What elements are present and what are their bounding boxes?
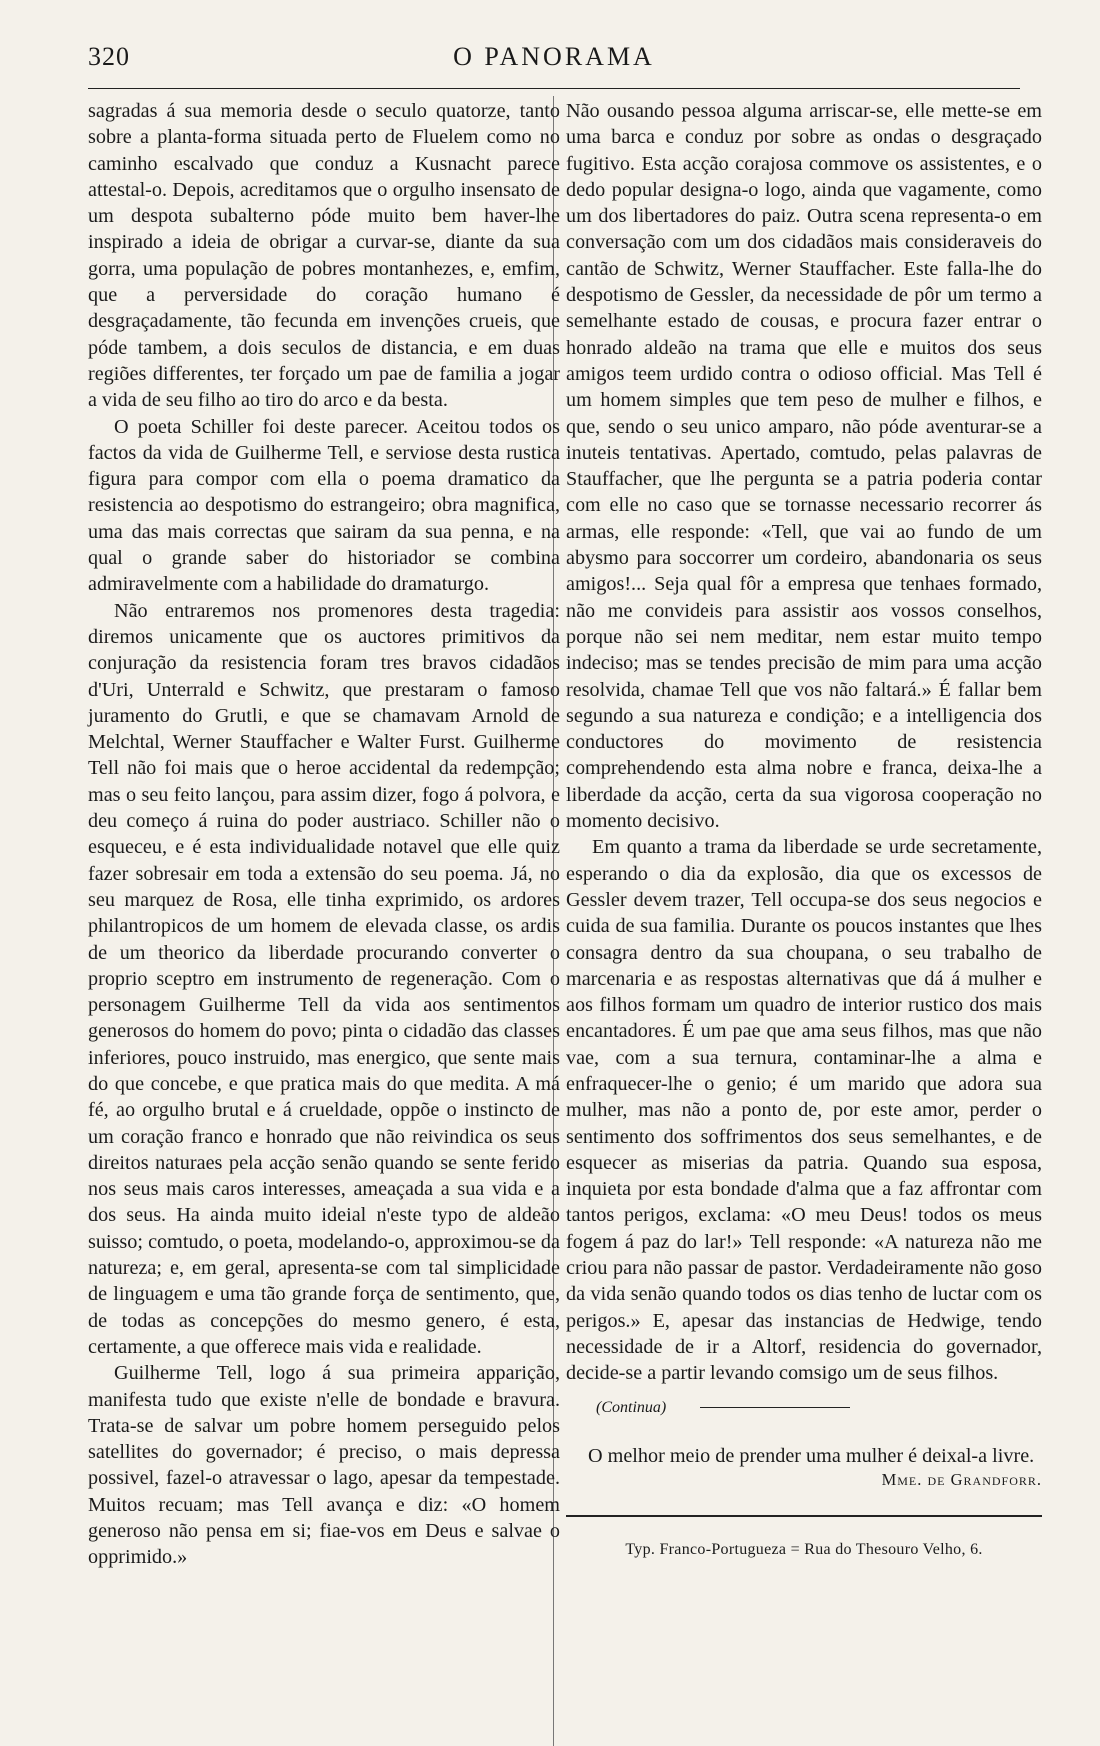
printer-imprint: Typ. Franco-Portugueza = Rua do Thesouro Velho, 6. bbox=[625, 1541, 983, 1559]
continua-rule bbox=[700, 1407, 850, 1408]
continua-label: (Continua) bbox=[596, 1398, 667, 1416]
epigram-author: Mme. de Grandforr. bbox=[881, 1470, 1042, 1490]
left-column bbox=[88, 98, 560, 1571]
journal-title: O PANORAMA bbox=[453, 42, 655, 71]
page-number: 320 bbox=[88, 42, 130, 71]
right-column bbox=[566, 98, 1042, 1564]
footer-rule bbox=[566, 1515, 1042, 1517]
epigram bbox=[566, 1443, 1042, 1494]
page-header bbox=[88, 42, 1020, 82]
paragraph: Não entraremos nos promenores desta tragedia: diremos unicamente que os auctores primitivos da conjuração da resistencia foram tres bravos cidadãos d'Uri, Unterrald e Schwitz, que prestaram o famoso juramento do Grutli, e que se chamavam Arnold de Melchtal, Werner Stauffacher e Walter Furst. Guilherme Tell não foi mais que o heroe accidental da redempção; mas o seu feito lançou, para assim dizer, fogo á polvora, e deu começo á ruina do poder austriaco. Schiller não o esqueceu, e é esta individualidade notavel que elle quiz fazer sobresair em toda a extensão do seu poema. Já, no seu marquez de Rosa, elle tinha exprimido, os ardores philantropicos de um homem de elevada classe, os ardis de um theorico da liberdade procurando converter o proprio sceptro em instrumento de regeneração. Com o personagem Guilherme Tell da vida aos sentimentos generosos do homem do povo; pinta o cidadão das classes inferiores, pouco instruido, mas energico, que sente mais do que concebe, e que pratica mais do que medita. A má fé, ao orgulho brutal e á crueldade, oppõe o instincto de um coração franco e honrado que não reivindica os seus direitos naturaes pela acção senão quando se sente ferido nos seus mais caros interesses, ameaçada a sua vida e a dos seus. Ha ainda muito ideial n'este typo de aldeão suisso; comtudo, o poeta, modelando-o, approximou-se da natureza; e, em geral, apresenta-se com tal simplicidade de linguagem e uma tão grande força de sentimento, que, de todas as concepções do mesmo genero, é esta, certamente, a que offerece mais vida e realidade. bbox=[88, 599, 560, 1358]
paragraph: Não ousando pessoa alguma arriscar-se, elle mette-se em uma barca e conduz por sobre as ondas o desgraçado fugitivo. Esta acção corajosa commove os assistentes, e o dedo popular designa-o logo, ainda que vagamente, como um dos libertadores do paiz. Outra scena representa-o em conversação com um dos cidadãos mais consideraveis do cantão de Schwitz, Werner Stauffacher. Este falla-lhe do despotismo de Gessler, da necessidade de pôr um termo a semelhante estado de cousas, e procura fazer entrar o honrado aldeão na trama que elle e muitos dos seus amigos teem urdido contra o odioso official. Mas Tell é um homem simples que tem peso de mulher e filhos, e que, sendo o seu unico amparo, não póde aventurar-se a inuteis tentativas. Apertado, comtudo, pelas palavras de Stauffacher, que lhe pergunta se a patria poderia contar com elle no caso que se tornasse necessario recorrer ás armas, elle responde: «Tell, que vai ao fundo de um abysmo para soccorrer um cordeiro, abandonaria os seus amigos!... Seja qual fôr a empresa que tenhaes formado, não me convideis para assistir aos vossos conselhos, porque não sei nem meditar, nem estar muito tempo indeciso; mas se tendes precisão de mim para uma acção resolvida, chamae Tell que vos não faltará.» É fallar bem segundo a sua natureza e condição; e a intelligencia dos conductores do movimento de resistencia comprehendendo esta alma nobre e franca, deixa-lhe a liberdade da acção, certa da sua vigorosa cooperação no momento decisivo. bbox=[566, 100, 1042, 833]
paragraph: Guilherme Tell, logo á sua primeira apparição, manifesta tudo que existe n'elle de bondade e bravura. Trata-se de salvar um pobre homem perseguido pelos satellites do governador; é preciso, o mais depressa possivel, fazel-o atravessar o lago, apesar da tempestade. Muitos recuam; mas Tell avança e diz: «O homem generoso não pensa em si; fiae-vos em Deus e salvae o opprimido.» bbox=[88, 1362, 560, 1569]
epigram-text: O melhor meio de prender uma mulher é deixal-a livre. bbox=[588, 1444, 1035, 1467]
header-rule bbox=[88, 88, 1020, 89]
paragraph: Em quanto a trama da liberdade se urde secretamente, esperando o dia da explosão, dia que os excessos de Gessler devem trazer, Tell occupa-se dos seus negocios e cuida de sua familia. Durante os poucos instantes que lhes consagra dentro da sua choupana, o seu trabalho de marcenaria e as respostas alternativas que dá á mulher e aos filhos formam um quadro de interior rustico dos mais encantadores. É um pae que ama seus filhos, mas que não vae, com a sua ternura, contaminar-lhe a alma e enfraquecer-lhe o genio; é um marido que adora sua mulher, mas não a ponto de, por este amor, perder o sentimento dos soffrimentos dos seus semelhantes, e de esquecer as miserias da patria. Quando sua esposa, inquieta por esta bondade d'alma que a faz affrontar com tantos perigos, exclama: «O meu Deus! todos os meus fogem á paz do lar!» Tell responde: «A natureza não me criou para não passar de pastor. Verdadeiramente não goso da vida senão quando todos os dias tenho de luctar com os perigos.» E, apesar das instancias de Hedwige, tendo necessidade de ir a Altorf, residencia do governador, decide-se a partir levando comsigo um de seus filhos. bbox=[566, 836, 1042, 1385]
continua-row bbox=[596, 1395, 1042, 1421]
paragraph: O poeta Schiller foi deste parecer. Aceitou todos os factos da vida de Guilherme Tell, e serviose desta rustica figura para compor com ella o poema dramatico da resistencia ao despotismo do estrangeiro; obra magnifica, uma das mais correctas que sairam da sua penna, e na qual o grande saber do historiador se combina admiravelmente com a habilidade do dramaturgo. bbox=[88, 415, 560, 596]
paragraph: sagradas á sua memoria desde o seculo quatorze, tanto sobre a planta-forma situada perto de Fluelem como no caminho escalvado que conduz a Kusnacht parece attestal-o. Depois, acreditamos que o orgulho insensato de um despota subalterno póde muito bem haver-lhe inspirado a ideia de obrigar a curvar-se, diante da sua gorra, uma população de pobres montanhezes, e, emfim, que a perversidade do coração humano é desgraçadamente, tão fecunda em invenções crueis, que póde tambem, a dois seculos de distancia, e em duas regiões differentes, ter forçado um pae de familia a jogar a vida de seu filho ao tiro do arco e da besta. bbox=[88, 100, 560, 412]
